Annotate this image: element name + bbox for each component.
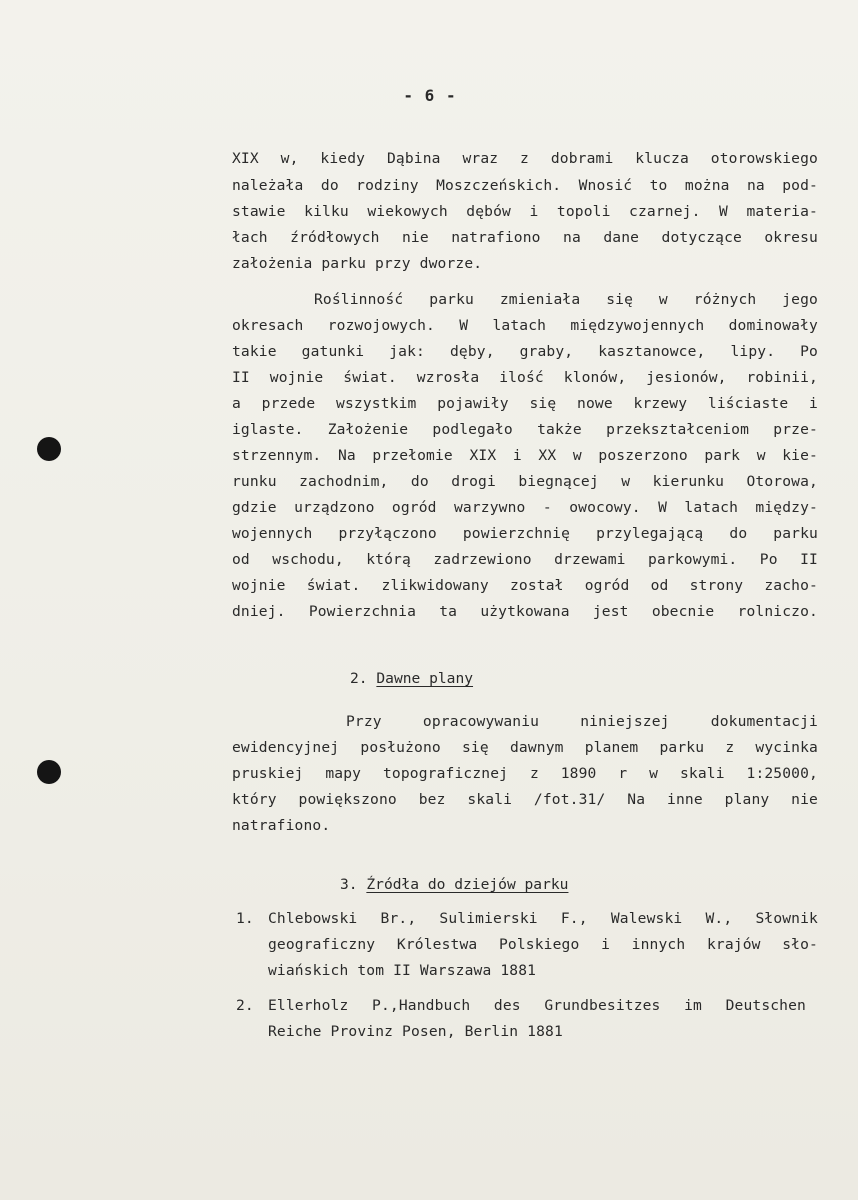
section-title: Dawne plany [376,670,474,687]
text-line: łach źródłowych nie natrafiono na dane dotyczące okresu [232,229,818,246]
section-title: Źródła do dziejów parku [366,876,569,893]
text-line: Roślinność parku zmieniała się w różnych jego [314,291,818,308]
text-line: Ellerholz P.,Handbuch des Grundbesitzes im Deutschen [268,997,806,1014]
text-line: takie gatunki jak: dęby, graby, kasztanowce, lipy. Po [232,343,818,360]
text-line: od wschodu, którą zadrzewiono drzewami parkowymi. Po II [232,551,818,568]
list-number: 2. [236,997,254,1014]
text-line: a przede wszystkim pojawiły się nowe krzewy liściaste i [232,395,818,412]
text-line: geograficzny Królestwa Polskiego i innych krajów sło- [268,936,818,953]
text-line: należała do rodziny Moszczeńskich. Wnosić to można na pod- [232,177,818,194]
text-line: iglaste. Założenie podlegało także przekształceniom prze- [232,421,818,438]
text-line: Chlebowski Br., Sulimierski F., Walewski W., Słownik [268,910,818,927]
text-line: Reiche Provinz Posen, Berlin 1881 [268,1023,563,1040]
list-number: 1. [236,910,254,927]
section-heading-plans [350,670,473,688]
text-line: strzennym. Na przełomie XIX i XX w poszerzono park w kie- [232,447,818,464]
text-line: II wojnie świat. wzrosła ilość klonów, jesionów, robinii, [232,369,818,386]
text-line: który powiększono bez skali /fot.31/ Na inne plany nie [232,791,818,808]
text-line: natrafiono. [232,817,331,834]
text-line: Przy opracowywaniu niniejszej dokumentacji [346,713,818,730]
text-line: pruskiej mapy topograficznej z 1890 r w skali 1:25000, [232,765,818,782]
page-number: - 6 - [403,86,457,105]
text-line: okresach rozwojowych. W latach międzywojennych dominowały [232,317,818,334]
text-line: XIX w, kiedy Dąbina wraz z dobrami klucza otorowskiego [232,150,818,167]
text-line: gdzie urządzono ogród warzywno - owocowy. W latach między- [232,499,818,516]
text-line: ewidencyjnej posłużono się dawnym planem parku z wycinka [232,739,818,756]
text-line: wojennych przyłączono powierzchnię przylegającą do parku [232,525,818,542]
punch-hole [37,437,61,461]
text-line: dniej. Powierzchnia ta użytkowana jest obecnie rolniczo. [232,603,818,620]
section-number: 2. [350,670,368,687]
text-line: wojnie świat. zlikwidowany został ogród od strony zacho- [232,577,818,594]
section-number: 3. [340,876,358,893]
punch-hole [37,760,61,784]
text-line: wiańskich tom II Warszawa 1881 [268,962,537,979]
text-line: stawie kilku wiekowych dębów i topoli czarnej. W materia- [232,203,818,220]
text-line: runku zachodnim, do drogi biegnącej w kierunku Otorowa, [232,473,818,490]
section-heading-sources [340,876,568,894]
text-line: założenia parku przy dworze. [232,255,483,272]
